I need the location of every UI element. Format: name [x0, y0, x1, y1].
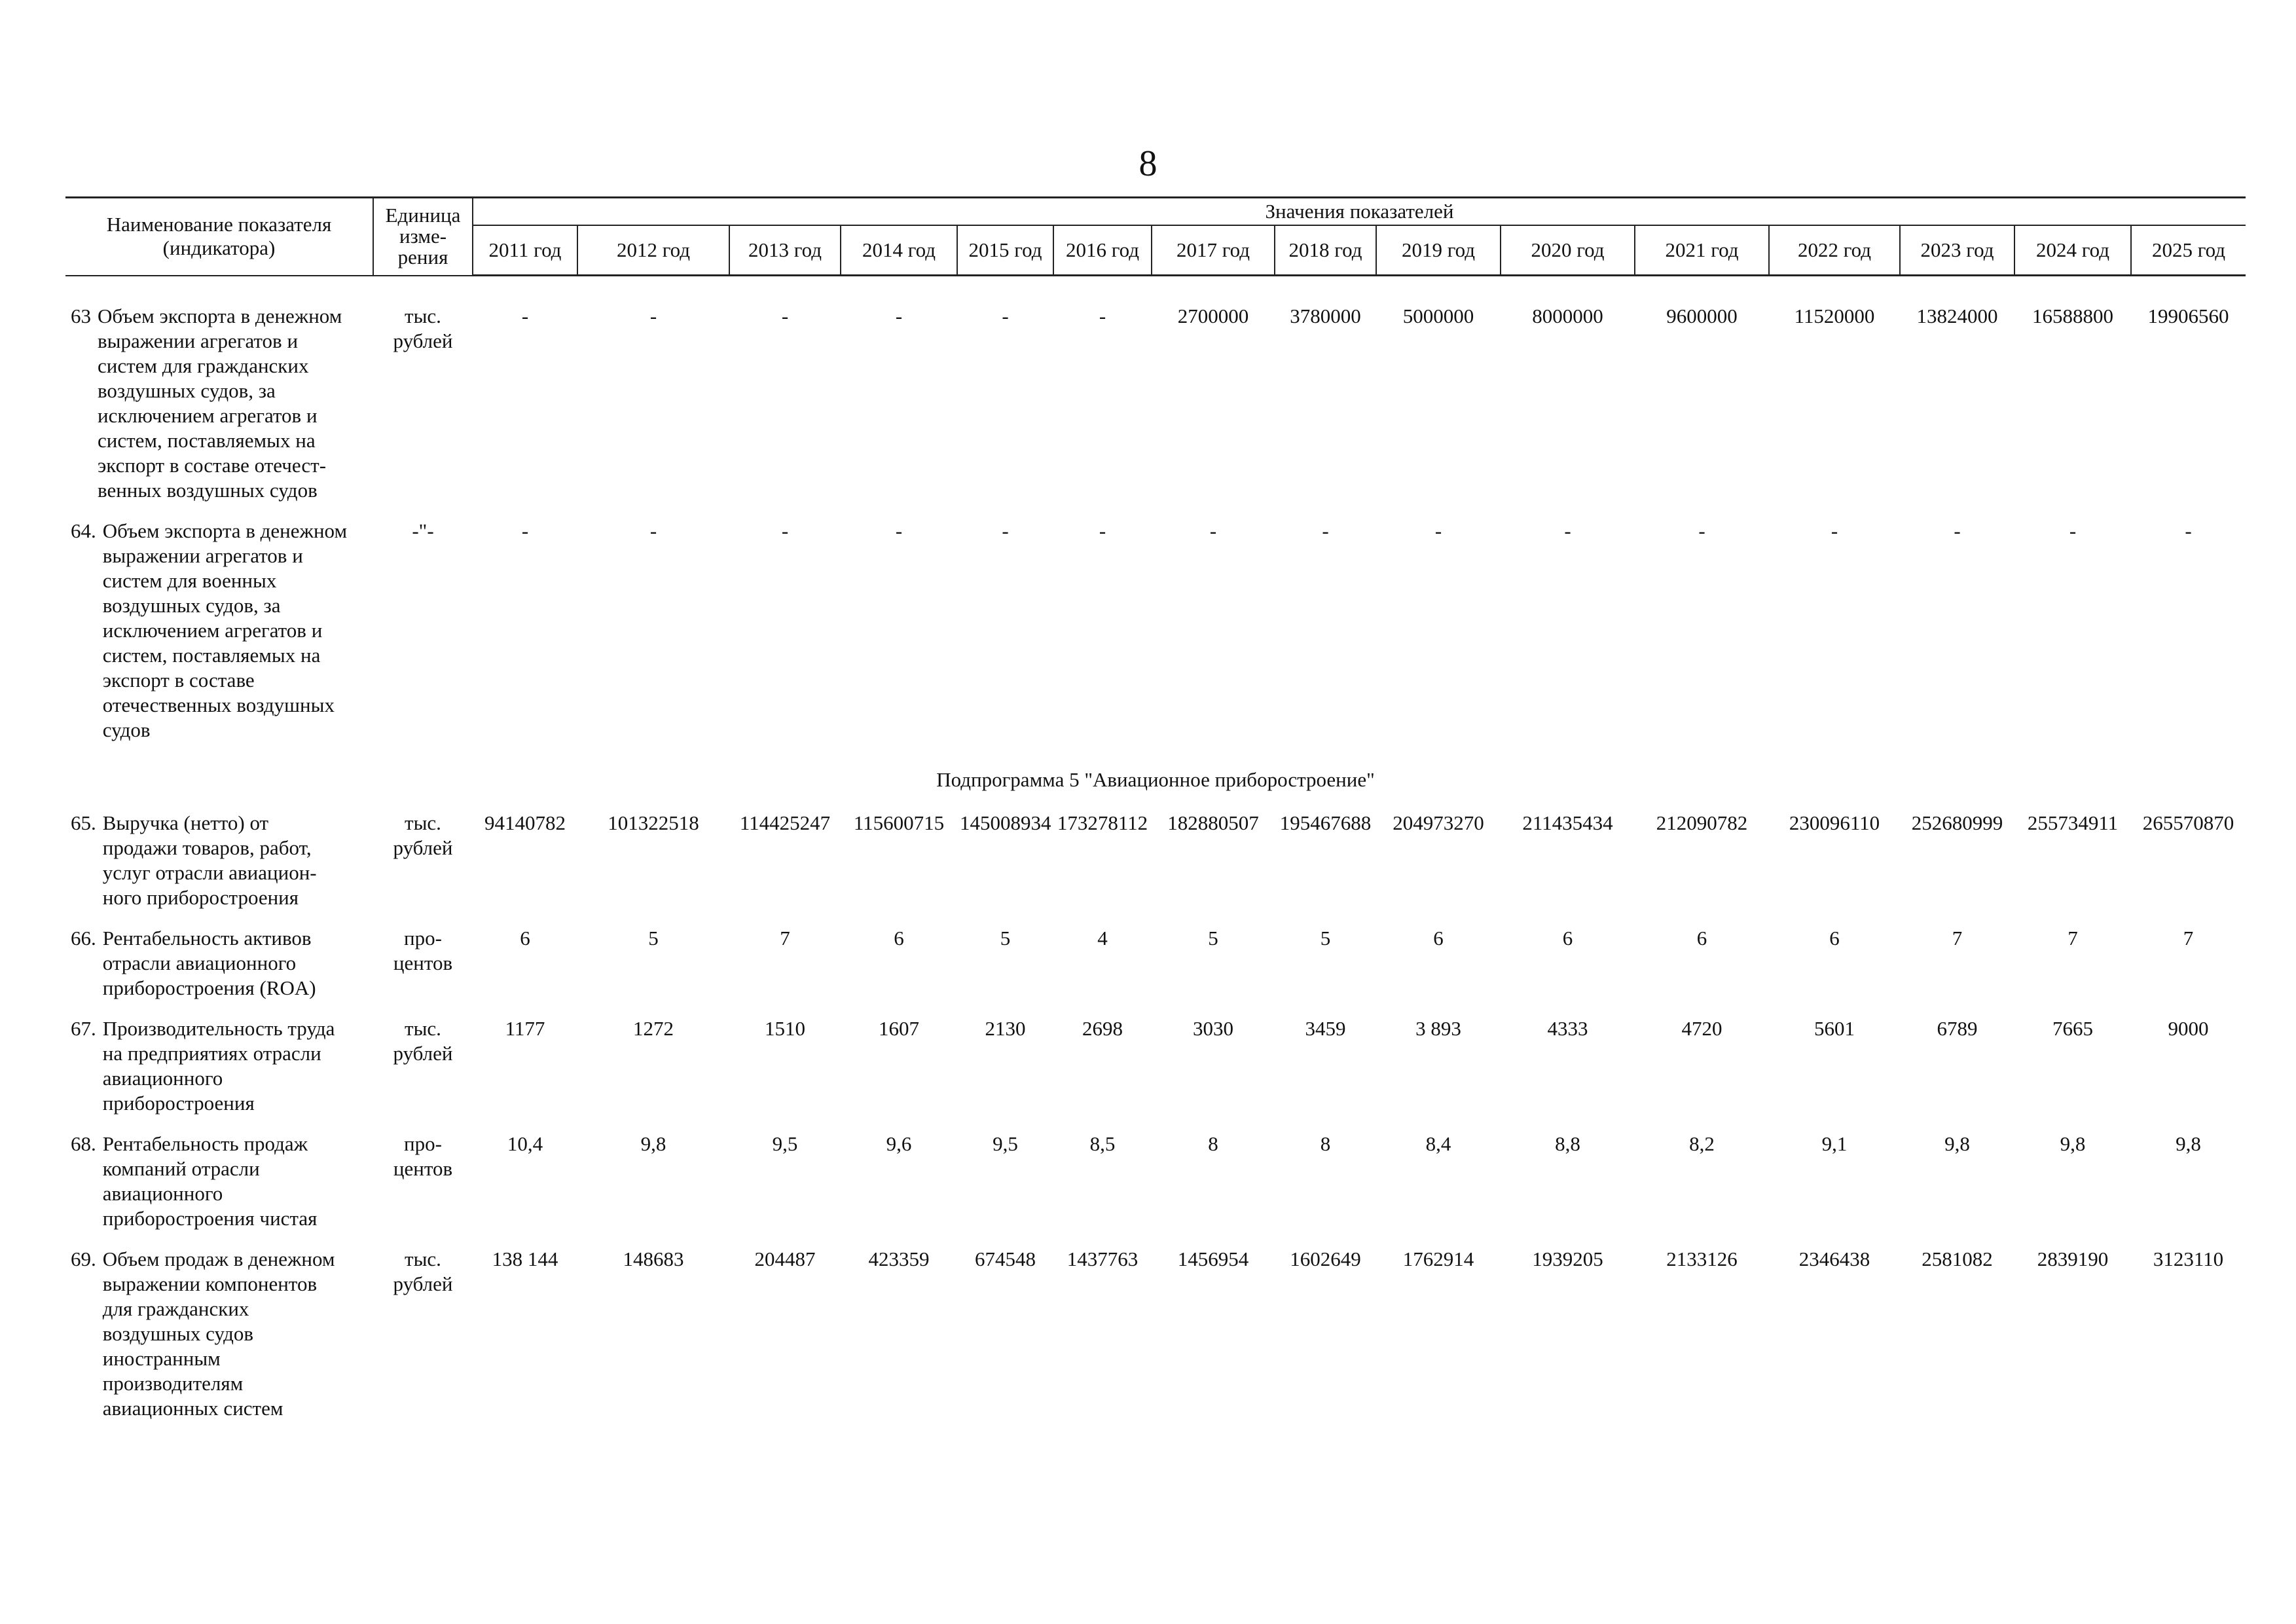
- indicator-name: Выручка (нетто) от продажи товаров, работ, услуг отрасли авиацион- ного приборостроения: [102, 811, 317, 909]
- value-cell: -: [895, 304, 903, 327]
- value-cell: 255734911: [2027, 811, 2119, 834]
- value-cell: 9,8: [1944, 1132, 1970, 1155]
- indicators-table-container: [65, 196, 2246, 1433]
- value-cell: 2698: [1082, 1017, 1123, 1040]
- indicator-number: 63: [71, 304, 91, 327]
- value-cell: 9,6: [886, 1132, 912, 1155]
- value-cell: 6: [520, 927, 530, 950]
- spacer-row: [65, 276, 2246, 301]
- year-header: 2020 год: [1501, 225, 1635, 276]
- indicator-name: Рентабельность активов отрасли авиационного приборостроения (ROA): [102, 927, 316, 999]
- value-cell: 2581082: [1922, 1247, 1993, 1270]
- value-cell: 6789: [1937, 1017, 1978, 1040]
- value-cell: 13824000: [1916, 304, 1998, 327]
- value-cell: -: [2069, 519, 2077, 542]
- indicator-name-cell: [65, 1243, 373, 1433]
- value-cell: 94140782: [484, 811, 566, 834]
- col-header-values: Значения показателей: [473, 198, 2246, 226]
- value-cell: 148683: [623, 1247, 684, 1270]
- year-header: 2016 год: [1053, 225, 1152, 276]
- value-cell: 7: [1952, 927, 1963, 950]
- value-cell: -: [1002, 304, 1009, 327]
- indicator-name-cell: [65, 1128, 373, 1243]
- unit-cell: про- центов: [393, 1132, 453, 1180]
- value-cell: -: [521, 519, 529, 542]
- value-cell: 138 144: [492, 1247, 558, 1270]
- year-header: 2019 год: [1376, 225, 1501, 276]
- value-cell: 6: [1433, 927, 1444, 950]
- value-cell: 9,8: [2060, 1132, 2086, 1155]
- year-header: 2012 год: [577, 225, 729, 276]
- value-cell: 7665: [2052, 1017, 2093, 1040]
- col-header-name: Наименование показателя (индикатора): [65, 198, 373, 276]
- indicator-name: Объем экспорта в денежном выражении агрегатов и систем для военных воздушных судов, за исключением агрегатов и систем, поставляемых на экспорт в составе отечественных воздушных судов: [102, 519, 348, 741]
- value-cell: 7: [780, 927, 790, 950]
- year-header: 2013 год: [729, 225, 841, 276]
- indicator-number: 64.: [71, 519, 96, 542]
- table-row: [65, 515, 2246, 754]
- value-cell: 674548: [975, 1247, 1036, 1270]
- value-cell: 230096110: [1789, 811, 1880, 834]
- value-cell: 2700000: [1177, 304, 1249, 327]
- indicator-name-cell: [65, 515, 373, 754]
- subprogram-row: [65, 754, 2246, 807]
- value-cell: 9,8: [640, 1132, 666, 1155]
- value-cell: 1177: [505, 1017, 545, 1040]
- value-cell: 1437763: [1066, 1247, 1139, 1270]
- value-cell: -: [1099, 519, 1106, 542]
- value-cell: -: [1698, 519, 1705, 542]
- value-cell: 3 893: [1415, 1017, 1461, 1040]
- indicator-name-cell: [65, 1012, 373, 1128]
- indicator-name-cell: [65, 807, 373, 922]
- value-cell: 195467688: [1279, 811, 1372, 834]
- value-cell: 1762914: [1402, 1247, 1474, 1270]
- value-cell: 9,5: [993, 1132, 1018, 1155]
- indicator-name: Объем продаж в денежном выражении компонентов для гражданских воздушных судов иностранным производителям авиационных систем: [102, 1247, 335, 1420]
- unit-cell: тыс. рублей: [393, 1017, 453, 1065]
- unit-cell: -"-: [412, 519, 434, 542]
- value-cell: 9,1: [1821, 1132, 1848, 1155]
- year-header: 2023 год: [1900, 225, 2014, 276]
- value-cell: 204973270: [1393, 811, 1484, 834]
- value-cell: 1939205: [1532, 1247, 1603, 1270]
- table-row: [65, 300, 2246, 515]
- table-row: [65, 1243, 2246, 1433]
- value-cell: 211435434: [1522, 811, 1613, 834]
- indicator-number: 69.: [71, 1247, 96, 1270]
- value-cell: 6: [1829, 927, 1840, 950]
- value-cell: -: [1831, 519, 1838, 542]
- value-cell: 4: [1097, 927, 1108, 950]
- table-row: [65, 922, 2246, 1012]
- indicator-name-cell: [65, 922, 373, 1012]
- value-cell: 265570870: [2142, 811, 2234, 834]
- value-cell: 252680999: [1911, 811, 2003, 834]
- value-cell: -: [1434, 519, 1442, 542]
- value-cell: 8: [1208, 1132, 1218, 1155]
- page-number: 8: [1139, 143, 1157, 184]
- value-cell: 1602649: [1290, 1247, 1361, 1270]
- value-cell: 6: [894, 927, 904, 950]
- value-cell: 5: [1208, 927, 1218, 950]
- unit-cell: тыс. рублей: [393, 1247, 453, 1295]
- value-cell: 115600715: [853, 811, 945, 834]
- year-header: 2022 год: [1769, 225, 1900, 276]
- value-cell: 1456954: [1177, 1247, 1249, 1270]
- value-cell: 11520000: [1794, 304, 1875, 327]
- value-cell: 2346438: [1798, 1247, 1870, 1270]
- year-header: 2018 год: [1275, 225, 1376, 276]
- value-cell: 2133126: [1666, 1247, 1738, 1270]
- year-header: 2015 год: [957, 225, 1053, 276]
- year-header: 2024 год: [2014, 225, 2131, 276]
- value-cell: 212090782: [1656, 811, 1748, 834]
- value-cell: -: [895, 519, 903, 542]
- subprogram-title: Подпрограмма 5 "Авиационное приборостроение": [936, 768, 1375, 791]
- value-cell: 423359: [868, 1247, 930, 1270]
- value-cell: 5000000: [1402, 304, 1474, 327]
- value-cell: 8,8: [1555, 1132, 1580, 1155]
- value-cell: 10,4: [507, 1132, 543, 1155]
- value-cell: 204487: [754, 1247, 816, 1270]
- value-cell: -: [781, 519, 789, 542]
- value-cell: -: [781, 304, 789, 327]
- value-cell: -: [1564, 519, 1571, 542]
- indicator-number: 67.: [71, 1017, 96, 1040]
- value-cell: 3030: [1193, 1017, 1233, 1040]
- value-cell: 1607: [879, 1017, 919, 1040]
- unit-cell: тыс. рублей: [393, 304, 453, 352]
- col-header-unit: Единица изме- рения: [373, 198, 473, 276]
- value-cell: 8,2: [1689, 1132, 1715, 1155]
- value-cell: 6: [1696, 927, 1707, 950]
- value-cell: -: [649, 304, 657, 327]
- value-cell: 9600000: [1666, 304, 1738, 327]
- value-cell: 145008934: [960, 811, 1051, 834]
- value-cell: 3459: [1305, 1017, 1346, 1040]
- table-row: [65, 1012, 2246, 1128]
- value-cell: -: [521, 304, 529, 327]
- value-cell: 182880507: [1167, 811, 1259, 834]
- value-cell: -: [1099, 304, 1106, 327]
- value-cell: 114425247: [739, 811, 831, 834]
- unit-cell: про- центов: [393, 927, 453, 974]
- value-cell: 4333: [1547, 1017, 1588, 1040]
- value-cell: -: [2185, 519, 2192, 542]
- year-header: 2021 год: [1635, 225, 1769, 276]
- value-cell: 5: [1000, 927, 1011, 950]
- value-cell: 9000: [2168, 1017, 2209, 1040]
- indicator-number: 68.: [71, 1132, 96, 1155]
- value-cell: -: [1322, 519, 1329, 542]
- indicator-number: 66.: [71, 927, 96, 950]
- indicator-name: Производительность труда на предприятиях отрасли авиационного приборостроения: [102, 1017, 335, 1115]
- year-header: 2011 год: [473, 225, 577, 276]
- value-cell: 9,8: [2176, 1132, 2201, 1155]
- value-cell: 19906560: [2147, 304, 2229, 327]
- indicator-number: 65.: [71, 811, 96, 834]
- value-cell: 6: [1562, 927, 1573, 950]
- value-cell: 3780000: [1290, 304, 1361, 327]
- value-cell: 173278112: [1057, 811, 1148, 834]
- value-cell: 16588800: [2032, 304, 2113, 327]
- indicator-name-cell: [65, 300, 373, 515]
- value-cell: 8000000: [1532, 304, 1603, 327]
- value-cell: 2130: [985, 1017, 1026, 1040]
- table-row: [65, 1128, 2246, 1243]
- value-cell: 8,4: [1425, 1132, 1451, 1155]
- indicators-table: [65, 196, 2246, 1433]
- value-cell: -: [649, 519, 657, 542]
- value-cell: 8,5: [1089, 1132, 1116, 1155]
- value-cell: 8: [1320, 1132, 1331, 1155]
- indicator-name: Объем экспорта в денежном выражении агрегатов и систем для гражданских воздушных судов, за исключением агрегатов и систем, поставляемых на экспорт в составе отечест- венных воздушных судов: [98, 304, 342, 502]
- value-cell: 9,5: [772, 1132, 798, 1155]
- value-cell: 3123110: [2153, 1247, 2224, 1270]
- value-cell: -: [1209, 519, 1217, 542]
- value-cell: 7: [2068, 927, 2078, 950]
- value-cell: 1272: [633, 1017, 674, 1040]
- value-cell: 5: [648, 927, 659, 950]
- value-cell: 5601: [1814, 1017, 1855, 1040]
- value-cell: -: [1002, 519, 1009, 542]
- value-cell: 101322518: [608, 811, 699, 834]
- indicator-name: Рентабельность продаж компаний отрасли авиационного приборостроения чистая: [102, 1132, 318, 1230]
- value-cell: 5: [1320, 927, 1331, 950]
- year-header: 2017 год: [1152, 225, 1275, 276]
- value-cell: -: [1954, 519, 1961, 542]
- unit-cell: тыс. рублей: [393, 811, 453, 859]
- year-header: 2014 год: [841, 225, 957, 276]
- value-cell: 4720: [1681, 1017, 1722, 1040]
- table-row: [65, 807, 2246, 922]
- year-header: 2025 год: [2131, 225, 2246, 276]
- value-cell: 1510: [765, 1017, 805, 1040]
- value-cell: 2839190: [2037, 1247, 2109, 1270]
- value-cell: 7: [2183, 927, 2194, 950]
